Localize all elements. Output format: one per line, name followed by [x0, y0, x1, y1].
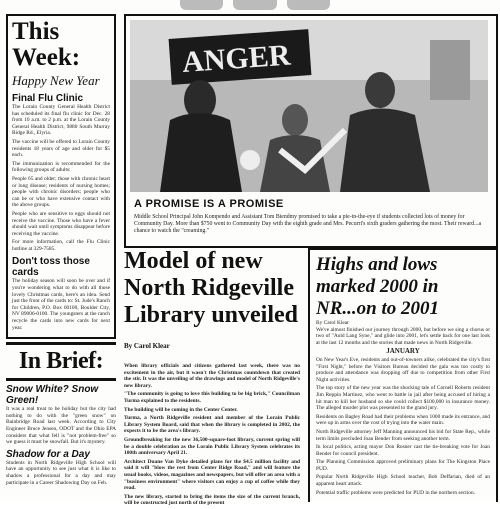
paragraph: It was a real treat to be holiday but the city had nothing to do with the "green snow" on Bainbridge Road last week. According to City Engineer Bruce Jensen, ODOT and the Ohio EPA considers that what fell is "not problem-free" so we guess it must be snowfall. But it's mystery.: [6, 406, 116, 446]
flu-clinic-heading: Final Flu Clinic: [12, 93, 84, 104]
masthead-shape: [233, 0, 276, 10]
paragraph: For more information, call the Flu Clinic hotline at 329-7585.: [12, 239, 110, 252]
paragraph: The vaccine will be offered to Lorain County residents 18 years of age and older for $5 each.: [12, 138, 110, 159]
photo-banner-text: ANGER: [181, 38, 292, 80]
snow-heading: Snow White? Snow Green!: [6, 384, 99, 407]
caption-title: A PROMISE IS A PROMISE: [134, 198, 284, 210]
paragraph: The top story of the new year was the shocking tale of Cornell Roberts resident Jim Reppin Martinez, who went to battle in jail after being accused of hiring a hit man to kill her husband so she could collect $100,000 in insurance money. The alleged murder plot was presented to the grand jury.: [316, 385, 490, 412]
paragraph: Potential traffic problems were predicted for PUD in the northern section.: [316, 489, 476, 496]
paragraph: People 65 and older; those with chronic heart or lung disease; residents of nursing homes; people with chronic disorders; people who can be or who have extensive contact with the above groups.: [12, 175, 110, 209]
in-brief-title: In Brief:: [18, 348, 104, 375]
cards-text: [12, 278, 110, 331]
flu-clinic-text: [12, 104, 110, 252]
highs-lows-byline: By Carol Klear: [316, 320, 349, 326]
paragraph: We've almost finished our journey through 2000, but before we sing a chorus or two of "Auld Lang Syne," and glide into 2001, let's settle back for one last look at the last 12 months and the stories that made news in North Ridgeville.: [316, 326, 490, 346]
paragraph: The new library, started to bring the items the size of the current branch, will be constructed just north of the present: [124, 493, 300, 507]
paragraph: People who are sensitive to eggs should not receive the vaccine. Those who have a fever should wait until symptoms disappear before receiving the vaccine.: [12, 210, 110, 237]
month-subhead: JANUARY: [386, 347, 420, 356]
caption-text: Middle School Principal John Kompendo and Assistant Tom Biendmy promised to take a pie-in-the-eye if students collected lots of money for Community Day. More than $750 went to Community Day with the eighth grade and Mrs. Pecurri's sixth graders gathering the most. Their reward...a chance to watch the "creaming.": [134, 214, 482, 234]
library-body: [124, 363, 300, 507]
paragraph: "The community is going to love this building to be big brick," Councilman Turma explained to the residents.: [124, 391, 300, 404]
masthead-shape: [287, 0, 330, 10]
divider: [6, 378, 116, 381]
paragraph: Students in North Ridgeville High School will have an opportunity to see just what it is like to shadow a professional for a day and may participate in a Career Shadowing Day on Feb.: [6, 459, 116, 486]
paragraph: Architect Duane Van Dyke detailed plans for the $4.5 million facility and said it will "blow the rest from Center Ridge Road," and will feature the usual books, videos, magazines and newspapers, but will offer an area with a "business environment" where visitors can enjoy a cup of coffee while they read.: [124, 458, 300, 492]
happy-new-year: Happy New Year: [12, 73, 100, 88]
paragraph: The holiday season will soon be over and if you're wondering what to do with all those lovely Christmas cards, here's an idea. Send just the front of the cards to: St. Jude's Ranch for Children, P.O. Box 60100, Boulder City, NV 89006-0100. The youngsters at the ranch recycle the cards into new cards for next year.: [12, 278, 110, 331]
photo-illustration: [130, 20, 488, 192]
masthead-shape: [180, 0, 223, 10]
paragraph: Residents on Bagley Road had their problems when 1000 made its entrance, and were up in arms over the cost of trying into the water main.: [316, 413, 490, 427]
left-column: [6, 14, 116, 500]
masthead-fragment: [180, 0, 330, 14]
cards-heading: Don't toss those cards: [12, 256, 90, 279]
paragraph: On New Year's Eve, residents and out-of-towners alike, celebrated the city's first "First Night," before the Visitors Bureau decided the gala was too costly to produce and attendance was dropping off due to competition from other First Night activities.: [316, 356, 490, 383]
library-headline: Model of new North Ridgeville Library unveiled: [124, 248, 299, 328]
paragraph: Groundbreaking for the new 36,500-square-foot library, current spring will be a double celebration as the Lorain Public Library System celebrates its 100th anniversary April 21.: [124, 436, 300, 457]
photo-feature: [124, 14, 498, 248]
highs-lows-story: [308, 248, 498, 502]
paragraph: The building will be coming in the Center Center.: [124, 406, 238, 413]
paragraph: The Planning Commission approved preliminary plans for The Kingston Place PUD.: [316, 459, 490, 472]
this-week-box: [6, 14, 116, 339]
paragraph: When library officials and citizens gathered last week, there was no excitement in the air, but it wasn't the Christmas countdown that created the stir. It was the unveiling of the drawings and model of North Ridgeville's new library.: [124, 363, 300, 389]
news-photo: [130, 20, 488, 192]
mailing-address-label: [478, 0, 494, 2]
paragraph: North Ridgeville attorney Jeff Manning announced his bid for State Rep., while term limits precluded Joan Bender from seeking another term.: [316, 428, 490, 442]
this-week-title: This Week:: [12, 18, 81, 71]
paragraph: The Lorain County General Health District has scheduled its final flu clinic for Dec. 28 from 10 a.m. to 2 p.m. at the Lorain County General Health District, 9880 South Murray Ridge Rd., Elyria.: [12, 104, 110, 137]
paragraph: The immunization is recommended for the following groups of adults:: [12, 160, 110, 174]
library-byline: By Carol Klear: [124, 342, 170, 350]
divider: [6, 342, 116, 345]
paragraph: Turma, a North Ridgeville resident and member of the Lorain Public Library System Board, said that when the library is completed in 2002, the expects it to be the area's library.: [124, 415, 300, 435]
paragraph: In local politics, acting mayor Don Rosner cast the tie-breaking vote for Joan Bender for council president.: [316, 444, 490, 457]
paragraph: Popular North Ridgeville High School teacher, Bob Deffarian, died of an apparent heart attack.: [316, 474, 490, 488]
shadow-heading: Shadow for a Day: [6, 448, 90, 460]
snow-text: [6, 406, 116, 446]
shadow-text: [6, 460, 116, 486]
highs-lows-body: [316, 327, 490, 497]
highs-lows-headline: Highs and lows marked 2000 in NR...on to 2001: [316, 254, 439, 319]
library-story: [124, 248, 300, 509]
